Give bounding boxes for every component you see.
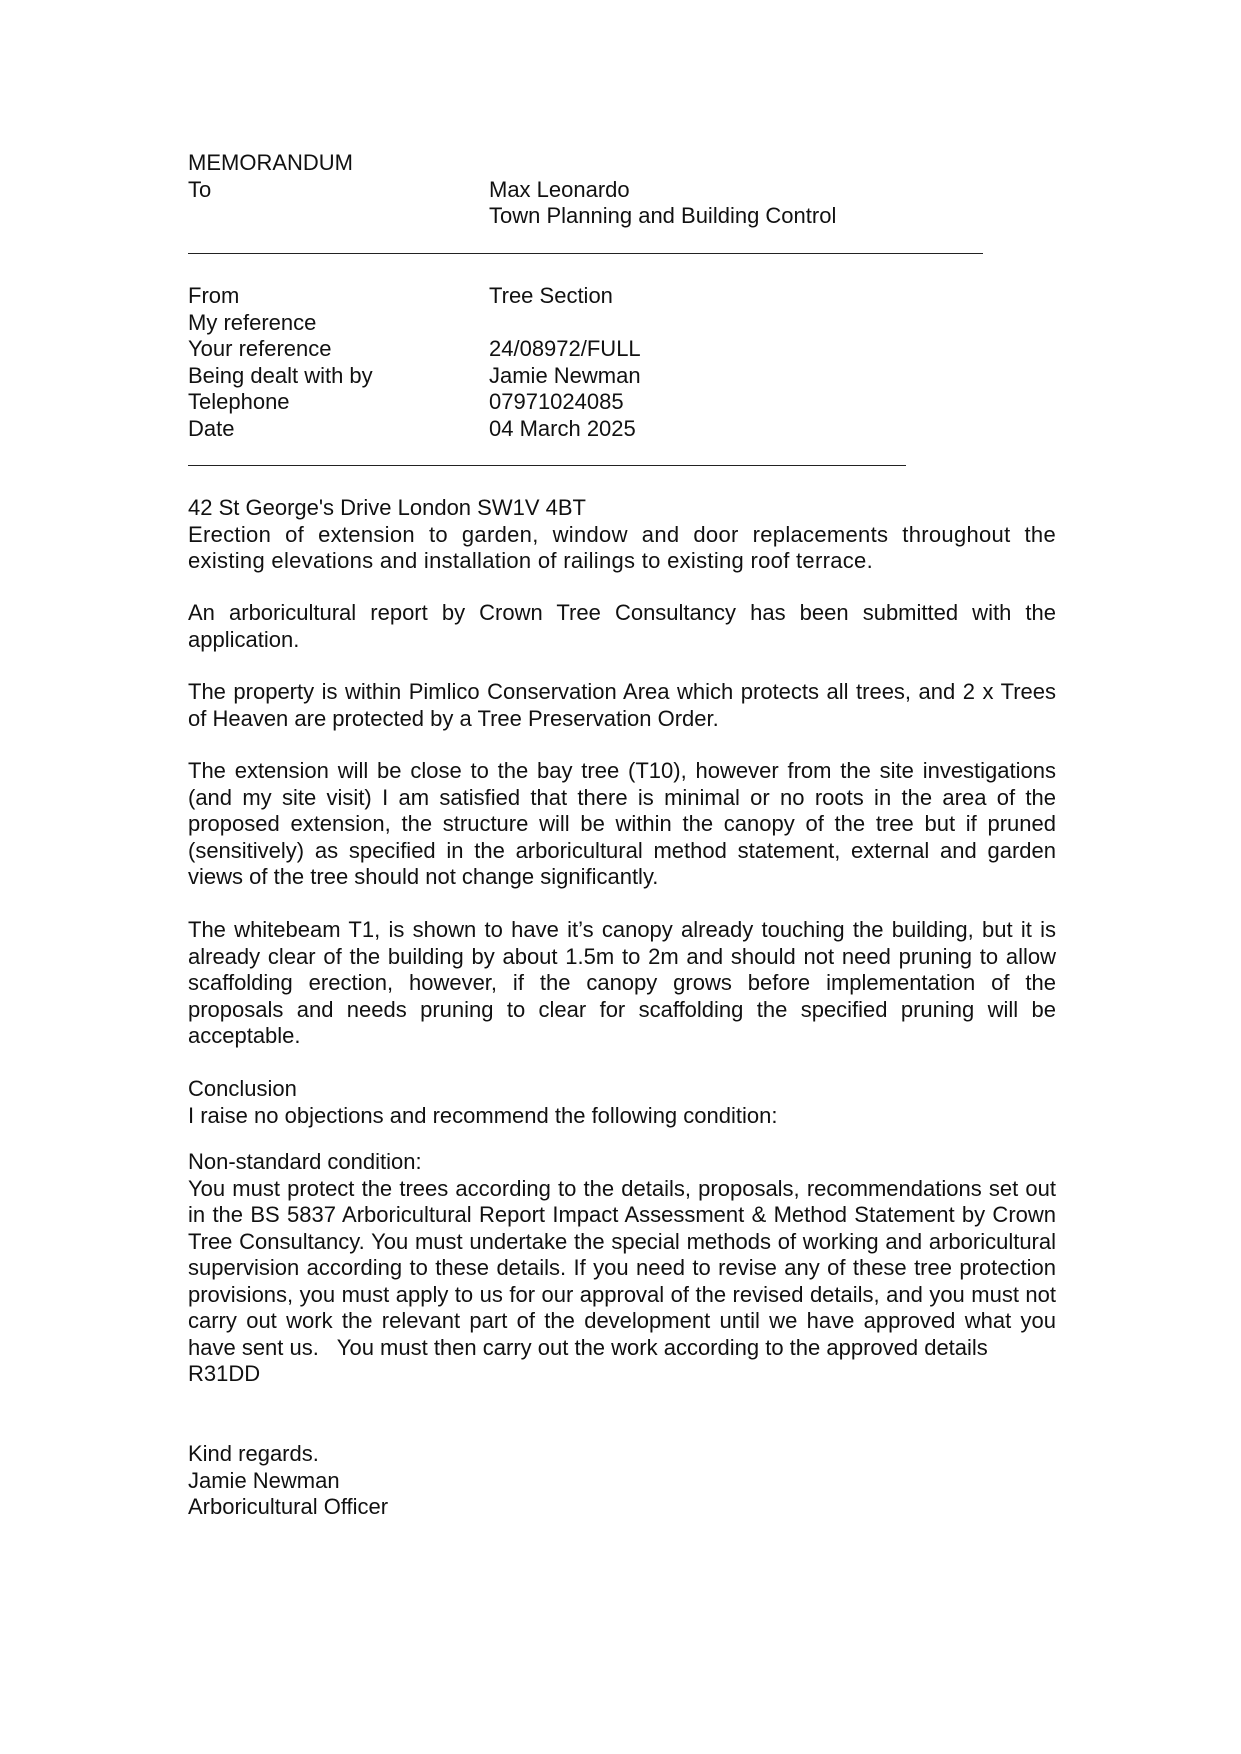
to-department: Town Planning and Building Control — [489, 203, 837, 228]
field-value: Tree Section — [489, 283, 613, 308]
site-block — [188, 495, 1056, 575]
condition-heading: Non-standard condition: — [188, 1149, 422, 1174]
paragraph-text: The whitebeam T1, is shown to have it’s canopy already touching the building, but it is already clear of the building by about 1.5m to 2m and should not need pruning to allow scaffolding erection, however, if the canopy grows before implementation of the proposals and needs pruning to clear for scaffolding the specified pruning will be acceptable. — [188, 917, 1056, 1048]
paragraph-text: The property is within Pimlico Conservation Area which protects all trees, and 2 x Trees of Heaven are protected by a Tree Preservation Order. — [188, 679, 1056, 731]
memo-title: MEMORANDUM — [188, 150, 353, 175]
field-row — [188, 389, 1056, 416]
paragraph — [188, 758, 1056, 891]
to-name: Max Leonardo — [489, 176, 630, 202]
field-value: 07971024085 — [489, 389, 624, 414]
signoff — [188, 1441, 1056, 1521]
memo-fields — [188, 283, 1056, 442]
site-address: 42 St George's Drive London SW1V 4BT — [188, 495, 586, 520]
paragraph — [188, 600, 1056, 653]
field-label: Your reference — [188, 336, 332, 361]
field-row — [188, 283, 1056, 310]
field-row — [188, 336, 1056, 363]
conclusion-text: I raise no objections and recommend the following condition: — [188, 1102, 778, 1128]
field-label: Telephone — [188, 389, 290, 414]
signatory-name: Jamie Newman — [188, 1467, 340, 1493]
conclusion — [188, 1076, 1056, 1129]
paragraph-text: The extension will be close to the bay tree (T10), however from the site investigations (and my site visit) I am satisfied that there is minimal or no roots in the area of the proposed extension, the structure will be within the canopy of the tree but if pruned (sensitively) as specified in the arboricultural method statement, external and garden views of the tree should not change significantly. — [188, 758, 1056, 889]
field-label: Date — [188, 415, 235, 441]
paragraph — [188, 917, 1056, 1050]
memo-header — [188, 150, 1056, 230]
paragraph-text: An arboricultural report by Crown Tree Consultancy has been submitted with the application. — [188, 600, 1056, 652]
proposal-description: Erection of extension to garden, window and door replacements throughout the existing elevations and installation of railings to existing roof terrace. — [188, 521, 1056, 573]
divider — [188, 253, 983, 254]
divider — [188, 465, 906, 466]
field-row — [188, 363, 1056, 390]
signatory-role: Arboricultural Officer — [188, 1494, 389, 1519]
field-label: From — [188, 283, 240, 308]
paragraph — [188, 679, 1056, 732]
condition-code: R31DD — [188, 1361, 261, 1386]
condition-text: You must protect the trees according to the details, proposals, recommendations set out in the BS 5837 Arboricultural Report Impact Assessment & Method Statement by Crown Tree Consultancy. You must undertake the special methods of working and arboricultural supervision according to these details. If you need to revise any of these tree protection provisions, you must apply to us for our approval of the revised details, and you must not carry out work the relevant part of the development until we have approved what you have sent us. You must then carry out the work according to the approved details — [188, 1175, 1063, 1360]
field-value: Jamie Newman — [489, 362, 641, 388]
field-row — [188, 416, 1056, 443]
field-label: Being dealt with by — [188, 362, 373, 388]
to-label: To — [188, 176, 212, 202]
field-row — [188, 310, 1056, 337]
field-label: My reference — [188, 309, 317, 335]
conclusion-heading: Conclusion — [188, 1076, 297, 1101]
field-value: 24/08972/FULL — [489, 336, 641, 361]
condition — [188, 1149, 1063, 1388]
field-value: 04 March 2025 — [489, 415, 636, 441]
closing: Kind regards. — [188, 1441, 319, 1466]
